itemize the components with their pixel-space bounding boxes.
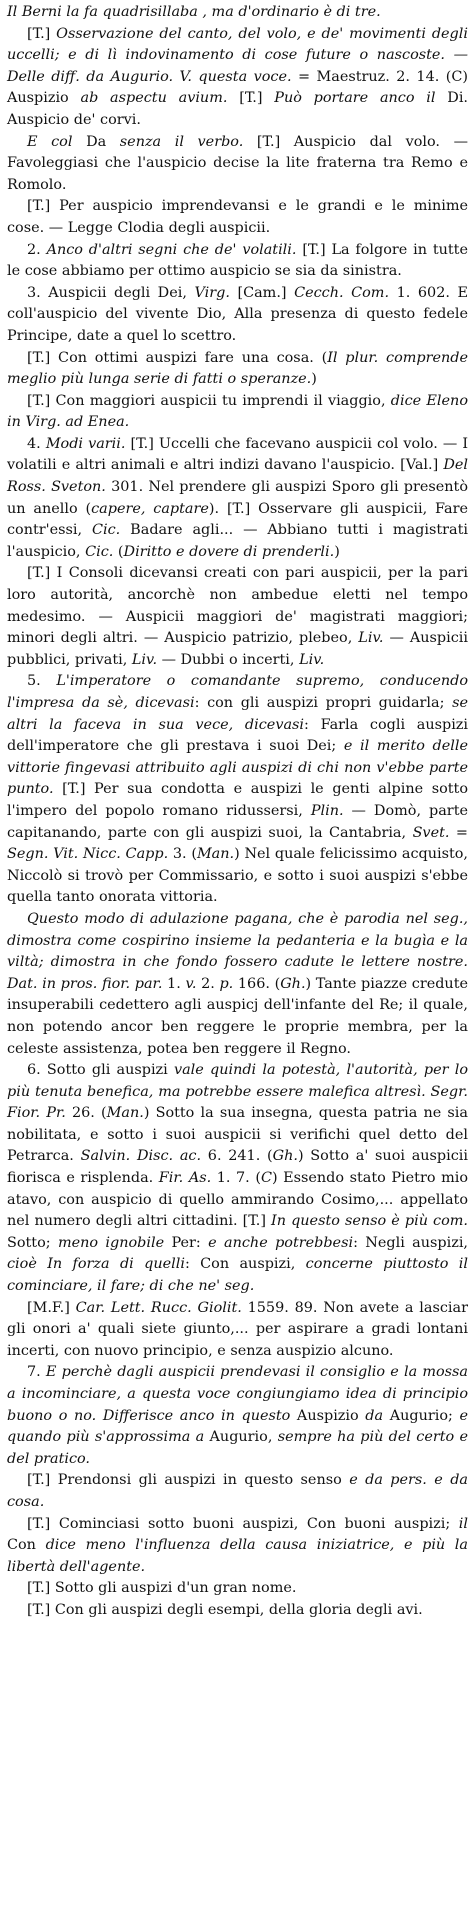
italic-text: Virg. (194, 284, 230, 301)
text-run: 26. ( (65, 1105, 107, 1122)
italic-text: Può portare anco il (274, 90, 436, 107)
italic-text: il (458, 1515, 468, 1532)
entry-paragraph (7, 1060, 468, 1298)
text-run: — Dubbi o incerti, (157, 651, 300, 668)
text-run: — Auspicii pubblici, privati, (7, 630, 468, 668)
italic-text: Osservazione del canto, del volo, e de' movimenti degli uccelli; e di lì indovinamento di cose future o nascoste. — Delle diff. da Augurio. V. questa voce. (7, 25, 468, 85)
text-run: ) Sotto a' suoi auspicii fiorisca e risplenda. (7, 1148, 468, 1187)
text-run: [T.] Prendonsi gli auspizi in questo senso (27, 1472, 350, 1489)
italic-text: Il Berni la fa quadrisillaba , ma d'ordinario è di tre. (7, 4, 381, 20)
italic-text: se altri la faceva in sua vece, dicevasi (7, 695, 468, 733)
italic-text: E col (27, 133, 73, 150)
text-run: [T.] Auspicio dal volo. — Favoleggiasi che l'auspicio decise la lite fraterna tra Remo e Romolo. (7, 133, 468, 193)
text-run: [T.] Sotto gli auspizi d'un gran nome. (27, 1580, 297, 1597)
text-run: Auspizio (290, 1407, 366, 1424)
text-run: 1. (162, 975, 186, 992)
text-run: : con gli auspizi propri guidarla; (194, 695, 453, 711)
text-run: 7. (27, 1364, 46, 1381)
text-run: Di. Auspicio de' corvi. (7, 90, 469, 128)
text-run: [Cam.] (229, 284, 295, 301)
text-run: Per: (164, 1234, 209, 1251)
text-run: [T.] Per sua condotta e auspizi le genti alpine sotto l'impero del popolo romano ridussersi, (7, 781, 468, 819)
italic-text: e anche potrebbesi (208, 1234, 354, 1251)
italic-text: dice meno l'influenza della causa iniziatrice, e più la libertà dell'agente. (7, 1537, 468, 1575)
text-run: 1559. 89. Non avete a lasciar gli onori a' quali siete giunto,... per aspirare a gradi lontani incerti, con nuovo principio, e senza auspizio alcuno. (7, 1299, 468, 1359)
entry-paragraph (7, 240, 468, 283)
text-run: ) (334, 543, 340, 560)
text-run: [T.] La folgore in tutte le cose abbiamo per ottimo auspicio se sia da sinistra. (7, 241, 468, 280)
italic-text: e da pers. e da cosa. (7, 1472, 468, 1510)
entry-paragraph (7, 196, 468, 239)
text-run: 2. (196, 975, 220, 992)
italic-text: Il plur. comprende meglio più lunga serie di fatti o speranze. (7, 349, 468, 388)
text-run: Con (7, 1537, 46, 1554)
text-run: [T.] Con ottimi auspizi fare una cosa. ( (27, 349, 328, 366)
italic-text: Cic. (92, 522, 121, 539)
italic-text: Plin. (310, 802, 344, 819)
text-run: Da (72, 133, 120, 150)
italic-text: capere, captare (91, 500, 209, 517)
italic-text: da (365, 1407, 384, 1424)
italic-text: C (260, 1170, 272, 1187)
entry-paragraph (7, 1298, 468, 1363)
entry-paragraph (7, 1578, 468, 1600)
entry-paragraph (7, 1470, 468, 1513)
italic-text: meno ignobile (57, 1234, 165, 1251)
italic-text: In questo senso è più com. (271, 1213, 468, 1230)
entry-paragraph (7, 1362, 468, 1470)
italic-text: Segn. Vit. Nicc. Capp. (7, 846, 169, 863)
italic-text: Cecch. Com. (294, 284, 390, 301)
entry-paragraph (7, 434, 468, 564)
italic-text: Diritto e dovere di prenderli. (123, 543, 335, 560)
text-run: = (449, 824, 468, 841)
text-run: [M.F.] (27, 1299, 76, 1316)
italic-text: Del Ross. Sveton. (7, 457, 468, 496)
text-run: 2. (27, 241, 47, 258)
italic-text: sempre ha più del certo e del pratico. (7, 1429, 468, 1467)
text-run: ). [T.] Osservare gli auspicii, Fare contr'essi, (7, 500, 468, 539)
italic-text: Gh. (280, 975, 306, 992)
italic-text: vale quindi la potestà, l'autorità, per lo più tenuta benefica, ma potrebbe essere malefica altresì. Segr. Fior. Pr. (7, 1062, 468, 1122)
italic-text: Gh. (272, 1148, 298, 1165)
italic-text: senza il verbo. (119, 133, 244, 150)
text-run: 5. (27, 673, 57, 690)
text-run: 3. ( (168, 846, 197, 863)
text-run: ) Essendo stato Pietro mio atavo, con auspicio di quello ammirando Cosimo,... appellato nel numero degli altri cittadini. [T.] (7, 1170, 468, 1230)
italic-text: Salvin. Disc. ac. (80, 1148, 202, 1165)
entry-paragraph (7, 909, 468, 1060)
text-run: [T.] Uccelli che facevano auspicii col volo. — I volatili e altri animali e altri indizi davano l'auspicio. [Val.] (7, 435, 469, 474)
text-run: ) Nel quale felicissimo acquisto, Niccolò si trovò per Commissario, e sotto i suoi auspizi s'ebbe quella tanto onorata vittoria. (7, 846, 468, 906)
entry-paragraph (7, 348, 468, 391)
entry-paragraph (7, 1600, 468, 1622)
italic-text: E perchè dagli auspicii prendevasi il consiglio e la mossa a incominciare, a questa voce congiungiamo idea di principio buono o no. Differisce anco in questo (7, 1364, 468, 1424)
text-run: 301. Nel prendere gli auspizi Sporo gli presentò un anello ( (7, 479, 468, 517)
italic-text: Liv. (299, 651, 325, 668)
text-run: = Maestruz. 2. 14. (C) Auspizio (7, 68, 468, 107)
entry-paragraph (7, 563, 468, 671)
italic-text: cioè In forza di quelli (7, 1256, 185, 1273)
text-run: [T.] Con gli auspizi degli esempi, della gloria degli avi. (27, 1601, 423, 1618)
italic-text: Fir. As. (158, 1170, 212, 1187)
text-run: ( (113, 543, 124, 560)
text-run: Badare agli... — Abbiano tutti i magistrati l'auspicio, (7, 522, 468, 560)
italic-text: Modi varii. (45, 435, 126, 452)
text-run: Augurio; (383, 1407, 460, 1424)
text-run: [T.] (27, 25, 57, 42)
text-run: [T.] (227, 90, 275, 107)
text-run: [T.] Con maggiori auspicii tu imprendi il viaggio, (27, 392, 391, 409)
text-run: 4. (27, 435, 46, 452)
italic-text: Car. Lett. Rucc. Giolit. (75, 1299, 242, 1316)
text-run: Sotto; (7, 1234, 58, 1251)
text-run: 1. 7. ( (211, 1170, 261, 1187)
text-run: [T.] Per auspicio imprendevansi e le grandi e le minime cose. — Legge Clodia degli auspicii. (7, 198, 468, 236)
text-run: ) Sotto la sua insegna, questa patria ne sia nobilitata, e sotto i suoi auspicii si verifichi quel detto del Petrarca. (7, 1105, 468, 1165)
italic-text: Questo modo di adulazione pagana, che è parodia nel seg., dimostra come cospirino insieme la pedanteria e la bugìa e la viltà; dimostra in che fondo fossero cadute le lettere nostre. Dat. in pros. fior. par. (7, 910, 468, 992)
text-run: 3. Auspicii degli Dei, (27, 284, 195, 301)
entry-paragraph (7, 283, 468, 348)
italic-text: e il merito delle vittorie fingevasi attribuito agli auspizi di chi non v'ebbe parte punto. (7, 738, 468, 798)
text-run: 166. ( (233, 975, 281, 992)
text-run: : Con auspizi, (184, 1256, 306, 1273)
text-run: : Farla cogli auspizi dell'imperatore che gli prestava i suoi Dei; (7, 716, 468, 755)
entry-paragraph (7, 24, 468, 132)
italic-text: Liv. (358, 630, 384, 647)
text-run: [T.] Cominciasi sotto buoni auspizi, Con buoni auspizi; (27, 1515, 459, 1532)
text-run: ) Tante piazze credute insuperabili cedettero agli auspicj dell'infante del Re; il quale, non potendo ancor ben reggere le proprie membra, per la celeste assistenza, potea ben reggere il Regno. (7, 975, 468, 1057)
text-run: ) (311, 371, 317, 388)
italic-text: Man. (196, 846, 235, 863)
entry-paragraph (7, 391, 468, 434)
italic-text: ab aspectu avium. (80, 90, 228, 107)
text-run: : Negli auspizi, (353, 1234, 468, 1251)
entry-paragraph (7, 2, 468, 24)
italic-text: Man. (106, 1105, 144, 1122)
italic-text: Cic. (85, 543, 114, 560)
italic-text: p. (219, 975, 234, 992)
italic-text: Anco d'altri segni che de' volatili. (46, 241, 297, 258)
italic-text: e quando più s'approssima a (7, 1407, 468, 1446)
text-run: Augurio, (204, 1429, 278, 1446)
entry-paragraph (7, 671, 468, 909)
italic-text: Svet. (412, 824, 450, 841)
italic-text: v. (185, 975, 197, 992)
italic-text: Liv. (131, 651, 158, 668)
entry-paragraph (7, 132, 468, 197)
text-run: 6. Sotto gli auspizi (27, 1062, 174, 1079)
italic-text: concerne piuttosto il cominciare, il fare; di che ne' seg. (7, 1256, 468, 1295)
italic-text: dice Eleno in Virg. ad Enea. (7, 392, 468, 431)
text-run: 1. 602. E coll'auspicio del vivente Dio, Alla presenza di questo fedele Principe, date a quel lo scettro. (7, 284, 468, 344)
italic-text: L'imperatore o comandante supremo, conducendo l'impresa da sè, dicevasi (7, 673, 468, 711)
entry-paragraph (7, 1514, 468, 1579)
text-run: [T.] I Consoli dicevansi creati con pari auspicii, per la pari loro autorità, ancorchè non ambedue eletti nel tempo medesimo. — Auspicii maggiori de' magistrati maggiori; minori degli altri. — Auspicio patrizio, plebeo, (7, 565, 468, 647)
text-run: — Domò, parte capitanando, parte con gli auspizi suoi, la Cantabria, (7, 802, 468, 841)
text-run: 6. 241. ( (201, 1148, 273, 1165)
